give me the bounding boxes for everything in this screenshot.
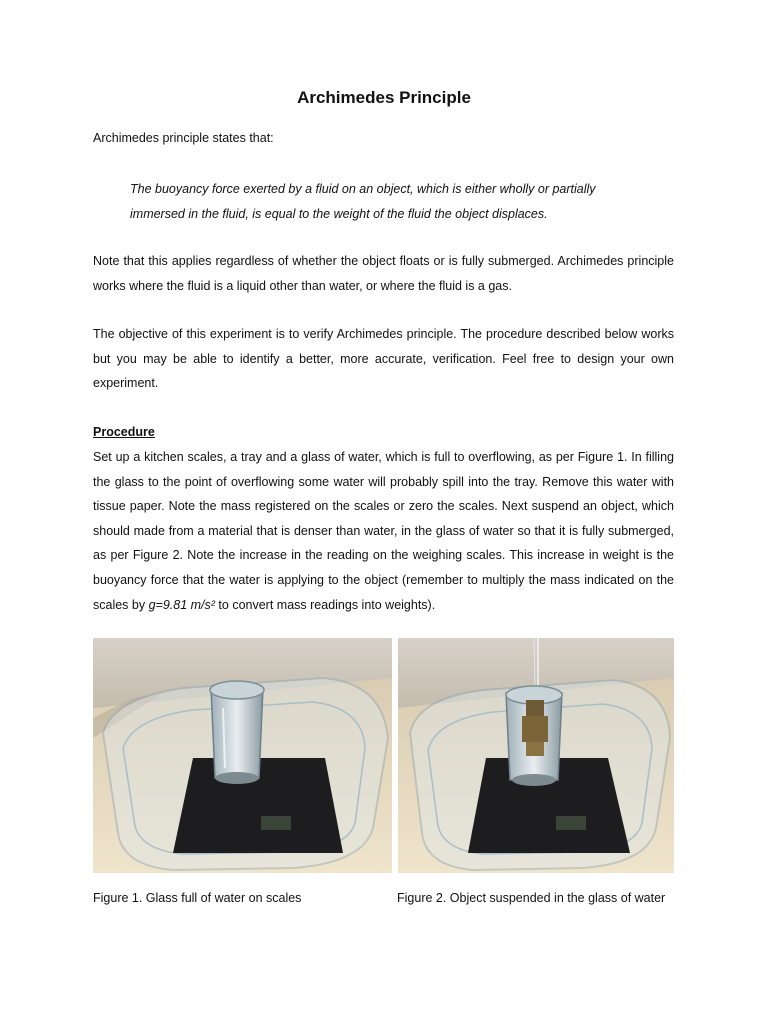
intro-text: Archimedes principle states that:: [93, 131, 274, 145]
gravity-formula: g=9.81 m/s²: [148, 597, 215, 612]
page-title: Archimedes Principle: [297, 88, 471, 107]
figure1-photo: [93, 638, 392, 873]
principle-quote: The buoyancy force exerted by a fluid on an object, which is either wholly or partially immersed in the fluid, is equal to the weight of the fluid the object displaces.: [130, 182, 596, 221]
procedure-text-end: to convert mass readings into weights).: [214, 597, 436, 612]
figure1-caption: Figure 1. Glass full of water on scales: [93, 891, 302, 905]
figure2-photo: [398, 638, 674, 873]
figure2-caption: Figure 2. Object suspended in the glass of water: [397, 891, 666, 905]
objective-paragraph: The objective of this experiment is to verify Archimedes principle. The procedure described below works but you may be able to identify a better, more accurate, verification. Feel free to design your own experiment.: [93, 327, 674, 391]
glass-on-scales-illustration: [93, 638, 392, 873]
procedure-paragraph: [93, 445, 674, 617]
procedure-heading: Procedure: [93, 425, 155, 439]
procedure-text-start: Set up a kitchen scales, a tray and a glass of water, which is full to overflowing, as per Figure 1. In filling the glass to the point of overflowing some water will probably spill into the tray. Remove this water with tissue paper. Note the mass registered on the scales or zero the scales. Next suspend an object, which should made from a material that is denser than water, in the glass of water so that it is fully submerged, as per Figure 2. Note the increase in the reading on the weighing scales. This increase in weight is the buoyancy force that the water is applying to the object (remember to multiply the mass indicated on the scales by: [93, 450, 674, 612]
suspended-object-illustration: [398, 638, 674, 873]
note-paragraph: Note that this applies regardless of whether the object floats or is fully submerged. Archimedes principle works where the fluid is a liquid other than water, or where the fluid is a gas.: [93, 254, 674, 293]
